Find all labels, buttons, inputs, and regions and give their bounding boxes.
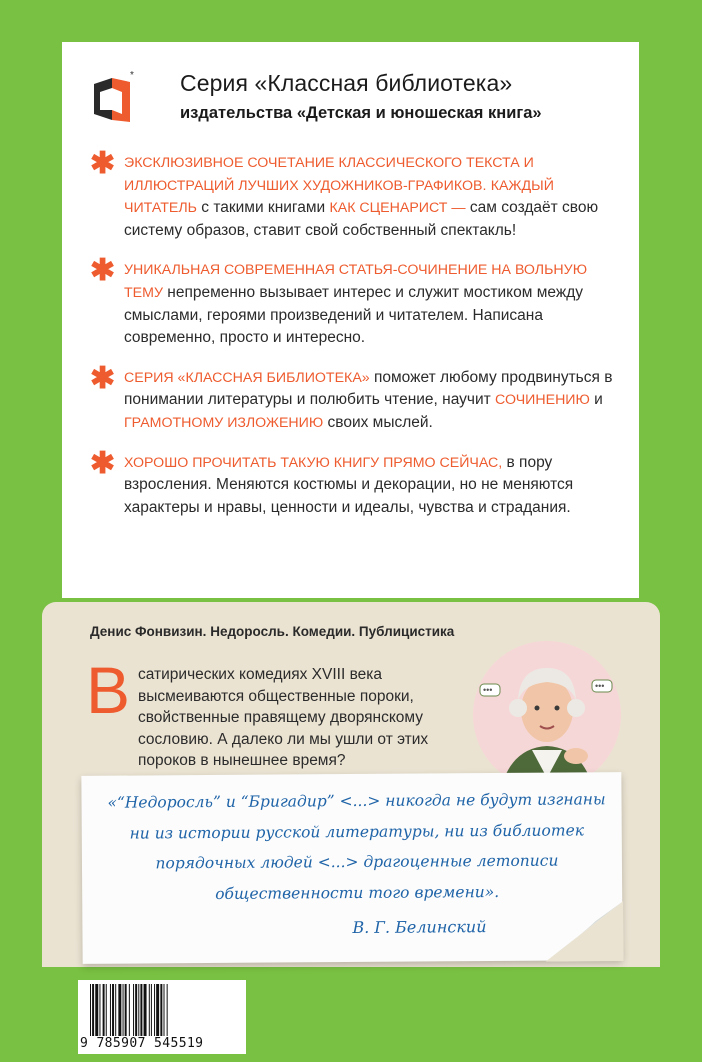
barcode xyxy=(78,980,246,1054)
page-curl xyxy=(545,901,623,962)
series-info-panel xyxy=(62,42,639,598)
series-title: Серия «Классная библиотека» xyxy=(180,70,513,96)
barcode-bar xyxy=(103,984,105,1036)
barcode-bar xyxy=(129,984,130,1036)
barcode-bar xyxy=(167,984,168,1036)
barcode-bar xyxy=(125,984,127,1036)
barcode-bar xyxy=(154,984,155,1036)
barcode-bar xyxy=(110,984,111,1036)
barcode-bar xyxy=(99,984,100,1036)
barcode-bars xyxy=(90,984,242,1036)
asterisk-icon: ✱ xyxy=(90,446,116,480)
asterisk-icon: ✱ xyxy=(90,254,116,288)
asterisk-icon: ✱ xyxy=(90,361,116,395)
dropcap-letter: В xyxy=(86,653,131,727)
portrait-illustration xyxy=(470,638,624,792)
svg-text:*: * xyxy=(130,70,134,81)
svg-text:•••: ••• xyxy=(595,681,605,691)
asterisk-icon: ✱ xyxy=(90,147,116,180)
feature-text: ХОРОШО ПРОЧИТАТЬ ТАКУЮ КНИГУ ПРЯМО СЕЙЧАС, в пору взросления. Меняются костюмы и декорации, но не меняются характеры и нравы, ценности и идеалы, чувства и страдания. xyxy=(124,453,574,516)
svg-text:•••: ••• xyxy=(483,685,493,695)
barcode-bar xyxy=(156,984,159,1036)
barcode-bar xyxy=(106,984,107,1036)
list-item xyxy=(90,446,620,520)
intro-text: сатирических комедиях XVIII века высмеиваются общественные пороки, свойственные правящему дворянскому сословию. А далеко ли мы ушли от этих пороков в нынешнее время? xyxy=(138,666,429,769)
barcode-bar xyxy=(160,984,162,1036)
feature-list xyxy=(90,147,620,536)
barcode-bar xyxy=(90,984,91,1036)
isbn-number: 9 785907 545519 xyxy=(80,1036,204,1051)
barcode-bar xyxy=(123,984,124,1036)
book-title: Денис Фонвизин. Недоросль. Комедии. Публицистика xyxy=(90,624,455,639)
barcode-bar xyxy=(144,984,147,1036)
book-series-logo-icon xyxy=(90,70,144,126)
barcode-bar xyxy=(118,984,121,1036)
list-item xyxy=(90,361,620,435)
feature-text: УНИКАЛЬНАЯ СОВРЕМЕННАЯ СТАТЬЯ-СОЧИНЕНИЕ НА ВОЛЬНУЮ ТЕМУ непременно вызывает интерес и служит мостиком между смыслами, героями произведений и читателем. Написана современно, просто и интересно. xyxy=(124,262,588,347)
barcode-bar xyxy=(140,984,142,1036)
barcode-bar xyxy=(164,984,165,1036)
barcode-bar xyxy=(95,984,98,1036)
barcode-bar xyxy=(92,984,94,1036)
quote-note xyxy=(81,772,622,964)
book-info-panel xyxy=(42,602,660,967)
critic-quote: «“Недоросль” и “Бригадир” <...> никогда не будут изгнаны ни из истории русской литературы, ни из библиотек порядочных людей <...> драгоценные летописи общественности того времени». xyxy=(107,790,606,903)
barcode-bar xyxy=(149,984,150,1036)
barcode-bar xyxy=(133,984,134,1036)
series-header xyxy=(90,64,620,134)
list-item xyxy=(90,254,620,349)
feature-text: СЕРИЯ «КЛАССНАЯ БИБЛИОТЕКА» поможет любому продвинуться в понимании литературы и полюбить чтение, научит СОЧИНЕНИЮ и ГРАМОТНОМУ ИЗЛОЖЕНИЮ своих мыслей. xyxy=(124,368,613,431)
barcode-bar xyxy=(135,984,137,1036)
barcode-bar xyxy=(112,984,114,1036)
feature-text: ЭКСКЛЮЗИВНОЕ СОЧЕТАНИЕ КЛАССИЧЕСКОГО ТЕКСТА И ИЛЛЮСТРАЦИЙ ЛУЧШИХ ХУДОЖНИКОВ-ГРАФИКОВ. КАЖДЫЙ ЧИТАТЕЛЬ с такими книгами КАК СЦЕНАРИСТ — сам создаёт свою систему образов, ставит свой собственный спектакль! xyxy=(124,155,599,239)
barcode-bar xyxy=(115,984,116,1036)
barcode-bar xyxy=(151,984,152,1036)
quote-author: В. Г. Белинский xyxy=(352,917,487,937)
publisher-line: издательства «Детская и юношеская книга» xyxy=(180,104,542,122)
barcode-bar xyxy=(138,984,139,1036)
list-item xyxy=(90,147,620,242)
